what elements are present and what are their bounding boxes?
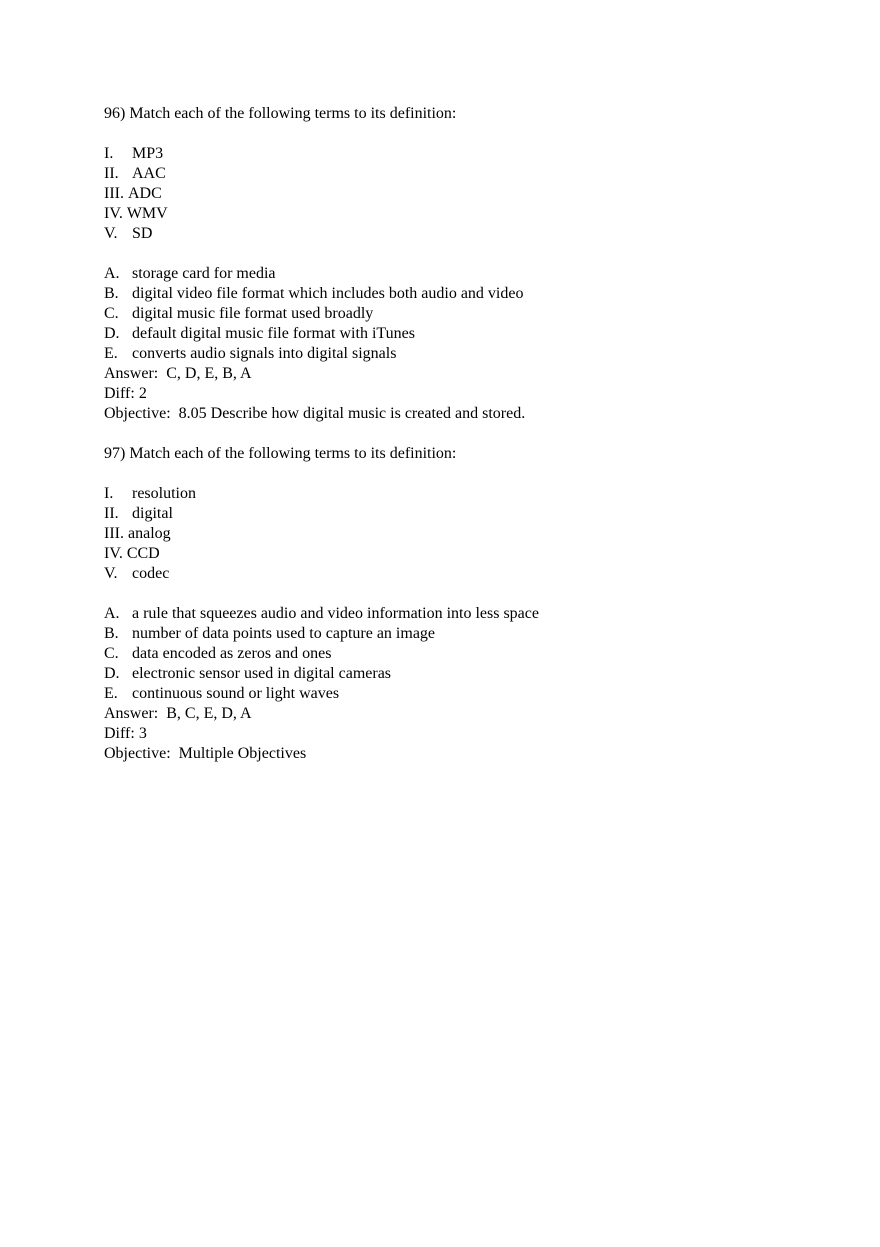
- definition-item: [104, 264, 824, 284]
- document-page: [104, 104, 824, 764]
- definition-list: [104, 604, 824, 704]
- definition-item: [104, 284, 824, 304]
- definition-item: [104, 324, 824, 344]
- objective-value: Multiple Objectives: [178, 745, 307, 762]
- definition-list: [104, 264, 824, 364]
- definition-text: a rule that squeezes audio and video information into less space: [132, 605, 539, 622]
- term-marker: V.: [104, 225, 118, 242]
- objective-label: Objective:: [104, 405, 171, 422]
- term-list: [104, 144, 824, 244]
- question-stem: 97) Match each of the following terms to its definition:: [104, 445, 457, 462]
- definition-item: [104, 344, 824, 364]
- definition-item: [104, 304, 824, 324]
- definition-marker: C.: [104, 305, 119, 322]
- term-item: [104, 224, 824, 244]
- definition-marker: D.: [104, 665, 120, 682]
- term-item: [104, 164, 824, 184]
- answer-line: [104, 704, 824, 724]
- term-text: digital: [132, 505, 173, 522]
- definition-marker: A.: [104, 605, 120, 622]
- term-marker: IV.: [104, 205, 123, 222]
- term-text: WMV: [126, 205, 168, 222]
- objective-value: 8.05 Describe how digital music is created and stored.: [178, 405, 526, 422]
- definition-item: [104, 684, 824, 704]
- definition-marker: E.: [104, 345, 118, 362]
- question-97: [104, 444, 824, 764]
- term-list: [104, 484, 824, 584]
- difficulty-value: 2: [138, 385, 147, 402]
- definition-text: continuous sound or light waves: [132, 685, 340, 702]
- term-marker: II.: [104, 165, 119, 182]
- objective-line: [104, 404, 824, 424]
- answer-value: B, C, E, D, A: [166, 705, 252, 722]
- term-text: ADC: [127, 185, 162, 202]
- term-marker: III.: [104, 525, 124, 542]
- definition-marker: D.: [104, 325, 120, 342]
- difficulty-line: [104, 384, 824, 404]
- difficulty-value: 3: [138, 725, 147, 742]
- definition-text: electronic sensor used in digital cameras: [132, 665, 392, 682]
- term-text: SD: [132, 225, 153, 242]
- definition-marker: B.: [104, 285, 119, 302]
- question-stem: 96) Match each of the following terms to its definition:: [104, 105, 457, 122]
- term-item: [104, 524, 824, 544]
- objective-line: [104, 744, 824, 764]
- definition-marker: A.: [104, 265, 120, 282]
- term-text: CCD: [126, 545, 160, 562]
- term-marker: II.: [104, 505, 119, 522]
- question-96: [104, 104, 824, 424]
- answer-line: [104, 364, 824, 384]
- term-marker: V.: [104, 565, 118, 582]
- definition-text: data encoded as zeros and ones: [132, 645, 332, 662]
- term-item: [104, 144, 824, 164]
- definition-item: [104, 644, 824, 664]
- term-item: [104, 504, 824, 524]
- term-marker: I.: [104, 145, 114, 162]
- term-item: [104, 204, 824, 224]
- term-item: [104, 564, 824, 584]
- definition-text: digital video file format which includes both audio and video: [132, 285, 524, 302]
- answer-value: C, D, E, B, A: [166, 365, 252, 382]
- definition-marker: B.: [104, 625, 119, 642]
- difficulty-label: Diff:: [104, 725, 135, 742]
- answer-label: Answer:: [104, 365, 159, 382]
- term-marker: III.: [104, 185, 124, 202]
- difficulty-line: [104, 724, 824, 744]
- definition-text: digital music file format used broadly: [132, 305, 374, 322]
- definition-text: converts audio signals into digital signals: [132, 345, 397, 362]
- term-text: AAC: [132, 165, 166, 182]
- definition-text: number of data points used to capture an image: [132, 625, 436, 642]
- objective-label: Objective:: [104, 745, 171, 762]
- definition-text: default digital music file format with iTunes: [132, 325, 415, 342]
- term-marker: I.: [104, 485, 114, 502]
- term-text: resolution: [132, 485, 196, 502]
- definition-item: [104, 624, 824, 644]
- term-text: MP3: [132, 145, 164, 162]
- definition-item: [104, 604, 824, 624]
- term-text: analog: [127, 525, 171, 542]
- term-item: [104, 184, 824, 204]
- term-item: [104, 544, 824, 564]
- difficulty-label: Diff:: [104, 385, 135, 402]
- term-item: [104, 484, 824, 504]
- definition-marker: C.: [104, 645, 119, 662]
- definition-marker: E.: [104, 685, 118, 702]
- definition-item: [104, 664, 824, 684]
- term-text: codec: [132, 565, 170, 582]
- term-marker: IV.: [104, 545, 123, 562]
- answer-label: Answer:: [104, 705, 159, 722]
- definition-text: storage card for media: [132, 265, 276, 282]
